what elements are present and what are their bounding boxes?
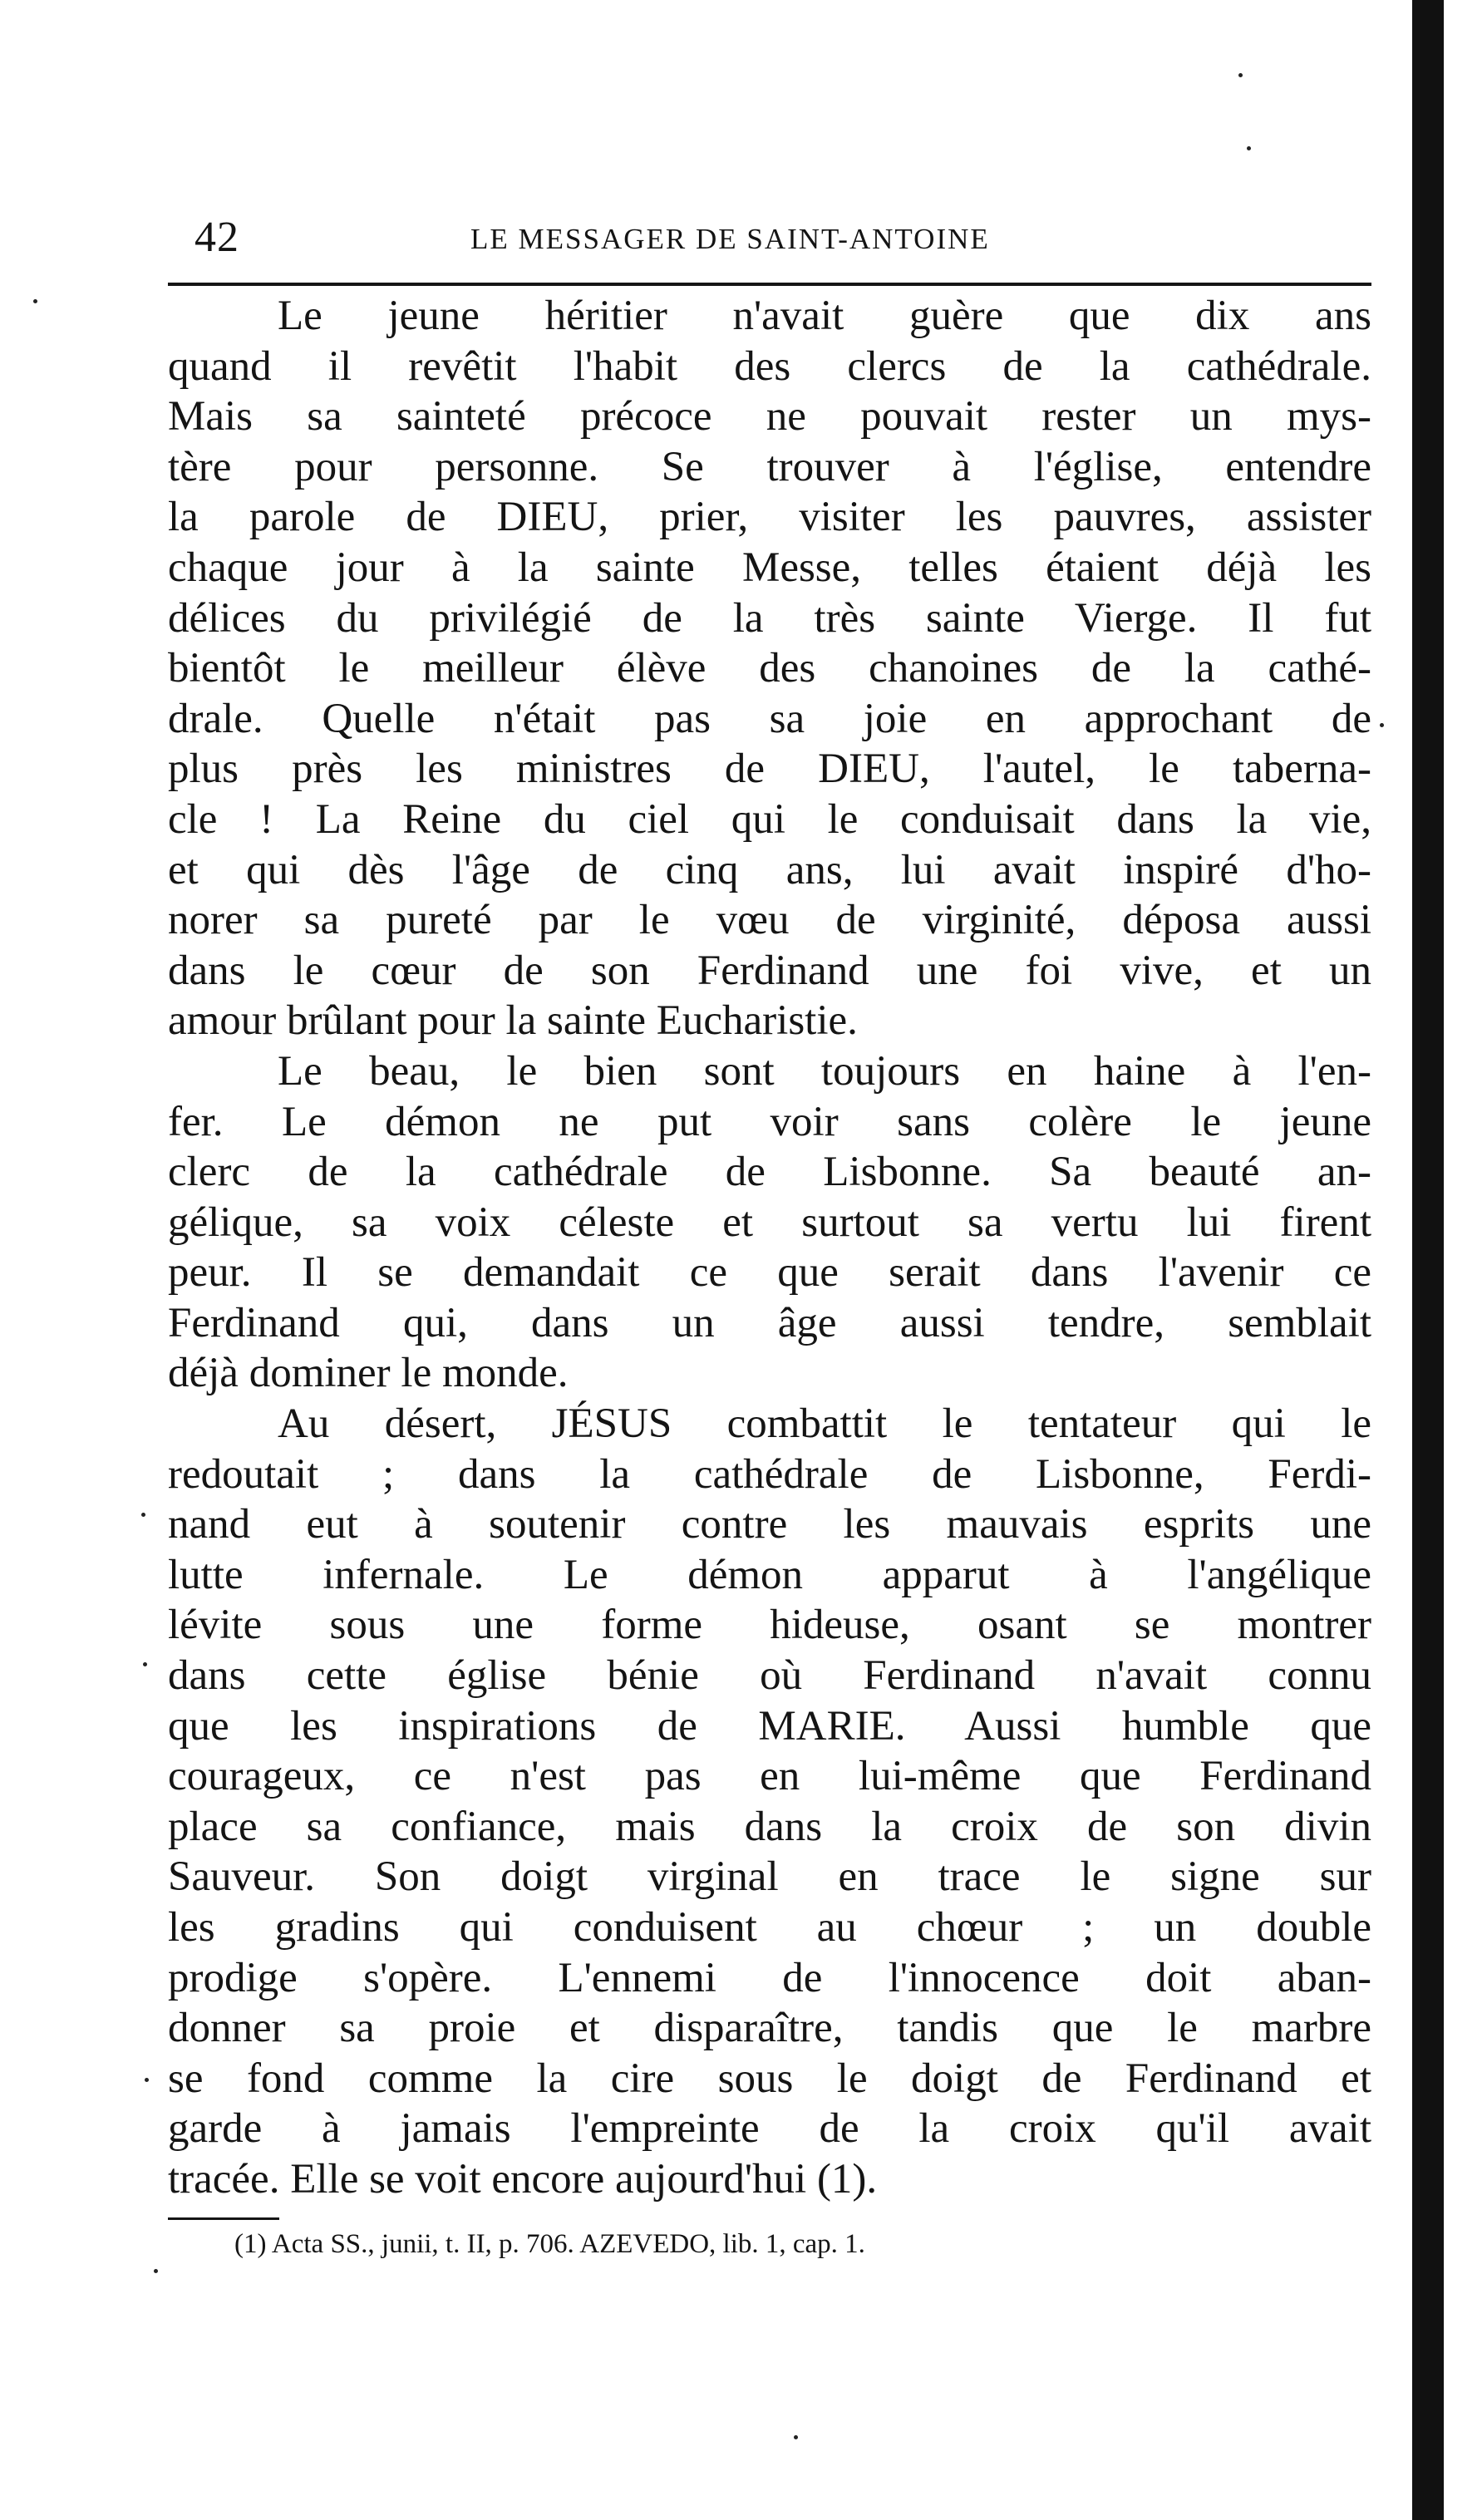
text-line: peur. Il se demandait ce que serait dans l'avenir ce [168, 1249, 1371, 1297]
text-line: clerc de la cathédrale de Lisbonne. Sa beauté an- [168, 1149, 1371, 1196]
text-line: lévite sous une forme hideuse, osant se montrer [168, 1602, 1371, 1649]
page-header [168, 209, 1371, 276]
text-line: lutte infernale. Le démon apparut à l'angélique [168, 1551, 1371, 1598]
footnote-rule [168, 2217, 279, 2220]
text-line: place sa confiance, mais dans la croix de son divin [168, 1803, 1371, 1850]
text-line: Le jeune héritier n'avait guère que dix ans [278, 293, 1371, 339]
text-line: drale. Quelle n'était pas sa joie en approchant de [168, 695, 1371, 742]
text-line: amour brûlant pour la sainte Eucharistie. [168, 997, 858, 1045]
text-line: Le beau, le bien sont toujours en haine à l'en- [278, 1047, 1371, 1095]
body-text [168, 291, 1371, 2205]
text-line: chaque jour à la sainte Messe, telles étaient déjà les [168, 544, 1371, 591]
text-line: cle ! La Reine du ciel qui le conduisait dans la vie, [168, 795, 1371, 843]
text-line: bientôt le meilleur élève des chanoines de la cathé- [168, 645, 1371, 692]
text-line: la parole de DIEU, prier, visiter les pauvres, assister [168, 494, 1371, 541]
text-line: se fond comme la cire sous le doigt de Ferdinand et [168, 2055, 1371, 2102]
page-number: 42 [194, 214, 239, 261]
text-line: dans le cœur de son Ferdinand une foi vive, et un [168, 947, 1371, 994]
text-line: Ferdinand qui, dans un âge aussi tendre, semblait [168, 1299, 1371, 1346]
text-line: déjà dominer le monde. [168, 1350, 569, 1397]
header-rule [168, 283, 1371, 286]
text-line: et qui dès l'âge de cinq ans, lui avait inspiré d'ho- [168, 846, 1371, 893]
text-line: courageux, ce n'est pas en lui-même que Ferdinand [168, 1753, 1371, 1800]
text-line: Au désert, JÉSUS combattit le tentateur qui le [278, 1400, 1371, 1448]
text-line: gélique, sa voix céleste et surtout sa vertu lui firent [168, 1198, 1371, 1246]
text-line: dans cette église bénie où Ferdinand n'avait connu [168, 1652, 1371, 1700]
text-line: Sauveur. Son doigt virginal en trace le signe sur [168, 1853, 1371, 1901]
text-line: plus près les ministres de DIEU, l'autel, le taberna- [168, 746, 1371, 793]
text-line: Mais sa sainteté précoce ne pouvait rester un mys- [168, 393, 1371, 441]
footnote: (1) Acta SS., junii, t. II, p. 706. AZEVEDO, lib. 1, cap. 1. [234, 2229, 865, 2259]
text-line: délices du privilégié de la très sainte Vierge. Il fut [168, 594, 1371, 642]
text-line: tracée. Elle se voit encore aujourd'hui (1). [168, 2155, 878, 2203]
running-title: LE MESSAGER DE SAINT-ANTOINE [470, 223, 990, 255]
text-line: tère pour personne. Se trouver à l'église, entendre [168, 443, 1371, 490]
text-line: prodige s'opère. L'ennemi de l'innocence doit aban- [168, 1954, 1371, 2001]
text-line: fer. Le démon ne put voir sans colère le jeune [168, 1098, 1371, 1145]
text-line: nand eut à soutenir contre les mauvais esprits une [168, 1501, 1371, 1548]
text-line: redoutait ; dans la cathédrale de Lisbonne, Ferdi- [168, 1450, 1371, 1498]
text-line: garde à jamais l'empreinte de la croix qu'il avait [168, 2105, 1371, 2153]
scan-edge-shadow [1412, 0, 1444, 2520]
text-line: donner sa proie et disparaître, tandis que le marbre [168, 2005, 1371, 2052]
text-line: les gradins qui conduisent au chœur ; un double [168, 1904, 1371, 1951]
text-line: norer sa pureté par le vœu de virginité, déposa aussi [168, 897, 1371, 944]
text-line: quand il revêtit l'habit des clercs de la cathédrale. [168, 342, 1371, 390]
text-line: que les inspirations de MARIE. Aussi humble que [168, 1702, 1371, 1750]
